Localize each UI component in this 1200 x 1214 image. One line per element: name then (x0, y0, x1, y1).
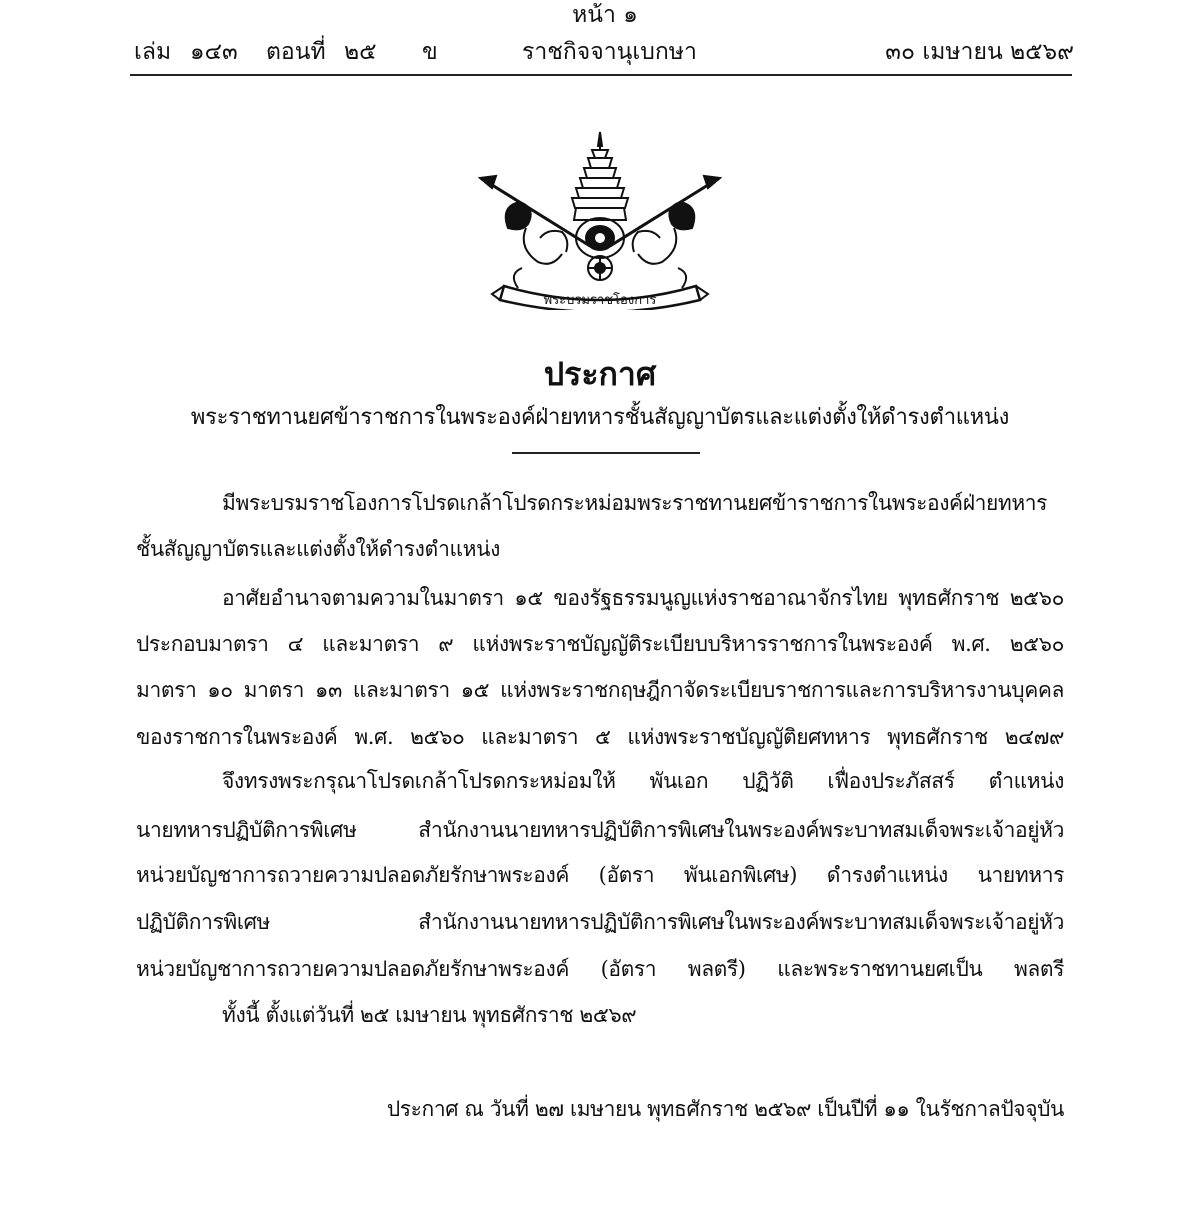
volume-number: ๑๔๓ (190, 39, 238, 65)
title-divider (512, 452, 700, 454)
body-line: ชั้นสัญญาบัตรและแต่งตั้งให้ดำรงตำแหน่ง (136, 537, 500, 561)
gazette-name: ราชกิจจานุเบกษา (522, 39, 697, 65)
issue-number: ๒๕ (344, 39, 377, 65)
body-line: นายทหารปฏิบัติการพิเศษ สำนักงานนายทหารปฏิบัติการพิเศษในพระองค์พระบาทสมเด็จพระเจ้าอยู่หัว (136, 818, 1064, 842)
body-line: ประกอบมาตรา ๔ และมาตรา ๙ แห่งพระราชบัญญัติระเบียบบริหารราชการในพระองค์ พ.ศ. ๒๕๖๐ (136, 632, 1064, 656)
body-line: ทั้งนี้ ตั้งแต่วันที่ ๒๕ เมษายน พุทธศักราช ๒๕๖๙ (222, 1003, 637, 1027)
body-line: หน่วยบัญชาการถวายความปลอดภัยรักษาพระองค์ (อัตรา พลตรี) และพระราชทานยศเป็น พลตรี (136, 957, 1064, 981)
issue-label: ตอนที่ (266, 39, 326, 65)
body-line: อาศัยอำนาจตามความในมาตรา ๑๕ ของรัฐธรรมนูญแห่งราชอาณาจักรไทย พุทธศักราช ๒๕๖๐ (222, 586, 1064, 610)
closing-date-line: ประกาศ ณ วันที่ ๒๗ เมษายน พุทธศักราช ๒๕๖๙ เป็นปีที่ ๑๑ ในรัชกาลปัจจุบัน (386, 1097, 1064, 1121)
issue-date: ๓๐ เมษายน ๒๕๖๙ (885, 39, 1074, 65)
body-line: มีพระบรมราชโองการโปรดเกล้าโปรดกระหม่อมพระราชทานยศข้าราชการในพระองค์ฝ่ายทหาร (222, 491, 1048, 515)
header-divider (130, 74, 1072, 76)
emblem-ribbon-text: พระบรมราชโองการ (543, 293, 657, 308)
announcement-subtitle: พระราชทานยศข้าราชการในพระองค์ฝ่ายทหารชั้นสัญญาบัตรและแต่งตั้งให้ดำรงตำแหน่ง (190, 405, 1010, 430)
page-number: หน้า ๑ (572, 2, 638, 28)
section-letter: ข (422, 39, 438, 65)
body-line: ของราชการในพระองค์ พ.ศ. ๒๕๖๐ และมาตรา ๕ แห่งพระราชบัญญัติยศทหาร พุทธศักราช ๒๔๗๙ (136, 725, 1064, 749)
royal-emblem-icon (478, 128, 722, 310)
body-line: ปฏิบัติการพิเศษ สำนักงานนายทหารปฏิบัติการพิเศษในพระองค์พระบาทสมเด็จพระเจ้าอยู่หัว (136, 910, 1064, 934)
body-line: จึงทรงพระกรุณาโปรดเกล้าโปรดกระหม่อมให้ พันเอก ปฏิวัติ เฟื่องประภัสสร์ ตำแหน่ง (222, 769, 1064, 793)
gazette-header (134, 36, 1074, 68)
body-line: มาตรา ๑๐ มาตรา ๑๓ และมาตรา ๑๕ แห่งพระราชกฤษฎีกาจัดระเบียบราชการและการบริหารงานบุคคล (136, 678, 1064, 702)
body-line: หน่วยบัญชาการถวายความปลอดภัยรักษาพระองค์ (อัตรา พันเอกพิเศษ) ดำรงตำแหน่ง นายทหาร (136, 863, 1064, 887)
volume-label: เล่ม (134, 39, 172, 65)
announcement-title: ประกาศ (543, 355, 657, 393)
